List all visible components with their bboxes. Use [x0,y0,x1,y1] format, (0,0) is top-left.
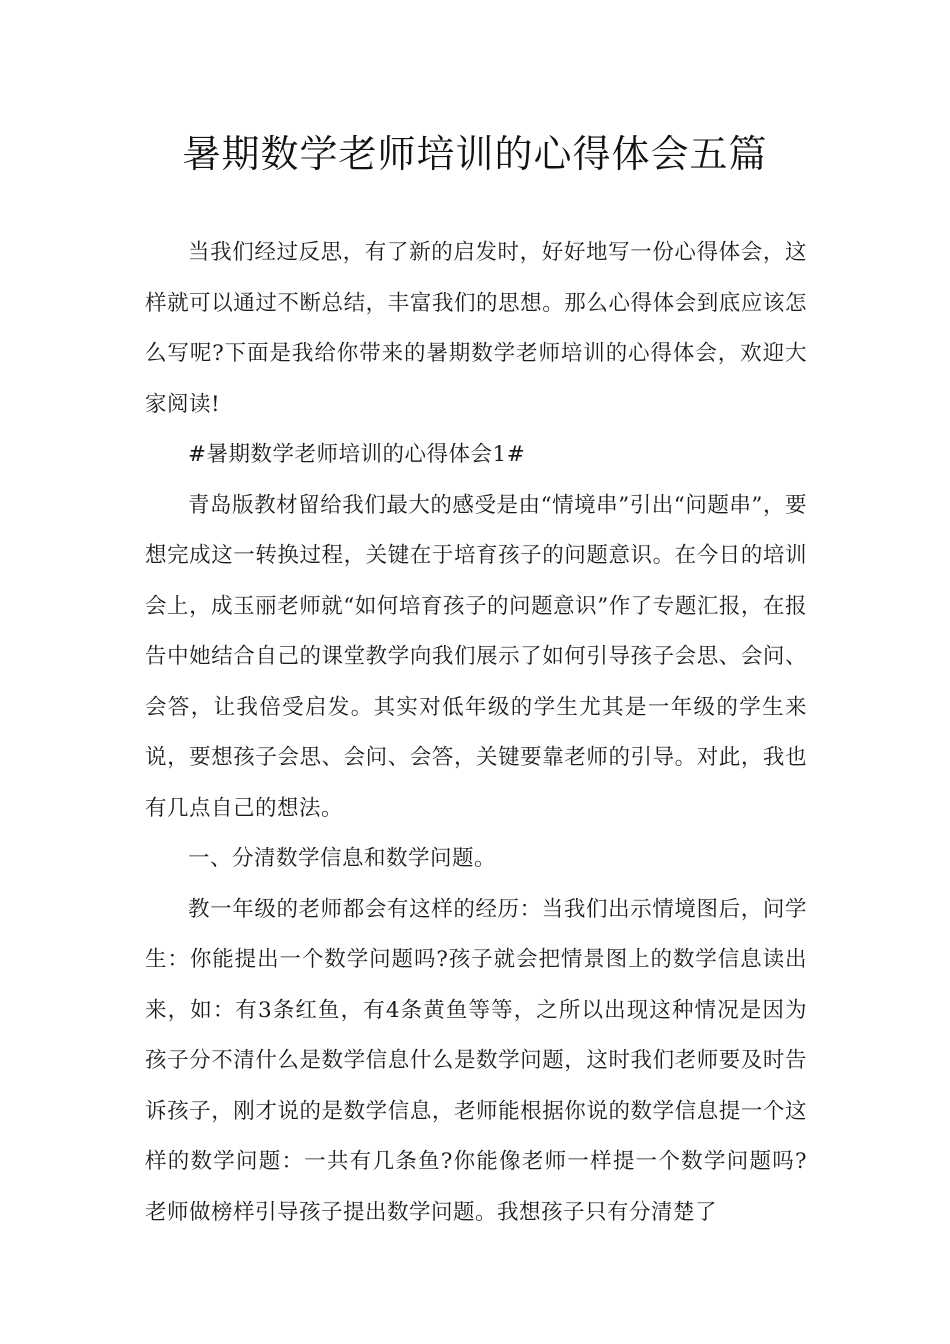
section-heading: #暑期数学老师培训的心得体会1# [188,442,526,467]
intro-paragraph: 当我们经过反思，有了新的启发时，好好地写一份心得体会，这样就可以通过不断总结，丰富我们的思想。那么心得体会到底应该怎么写呢?下面是我给你带来的暑期数学老师培训的心得体会，欢迎大家阅读! [145,240,807,417]
subsection-heading: 一、分清数学信息和数学问题。 [188,846,497,871]
document-body [145,228,807,1238]
document-title: 暑期数学老师培训的心得体会五篇 [182,132,768,176]
body-paragraph: 教一年级的老师都会有这样的经历：当我们出示情境图后，问学生：你能提出一个数学问题吗?孩子就会把情景图上的数学信息读出来，如：有3条红鱼，有4条黄鱼等等，之所以出现这种情况是因为孩子分不清什么是数学信息什么是数学问题，这时我们老师要及时告诉孩子，刚才说的是数学信息，老师能根据你说的数学信息提一个这样的数学问题：一共有几条鱼?你能像老师一样提一个数学问题吗?老师做榜样引导孩子提出数学问题。我想孩子只有分清楚了 [145,896,807,1225]
body-paragraph: 青岛版教材留给我们最大的感受是由“情境串”引出“问题串”，要想完成这一转换过程，关键在于培育孩子的问题意识。在今日的培训会上，成玉丽老师就“如何培育孩子的问题意识”作了专题汇报，在报告中她结合自己的课堂教学向我们展示了如何引导孩子会思、会问、会答，让我倍受启发。其实对低年级的学生尤其是一年级的学生来说，要想孩子会思、会问、会答，关键要靠老师的引导。对此，我也有几点自己的想法。 [145,492,807,821]
